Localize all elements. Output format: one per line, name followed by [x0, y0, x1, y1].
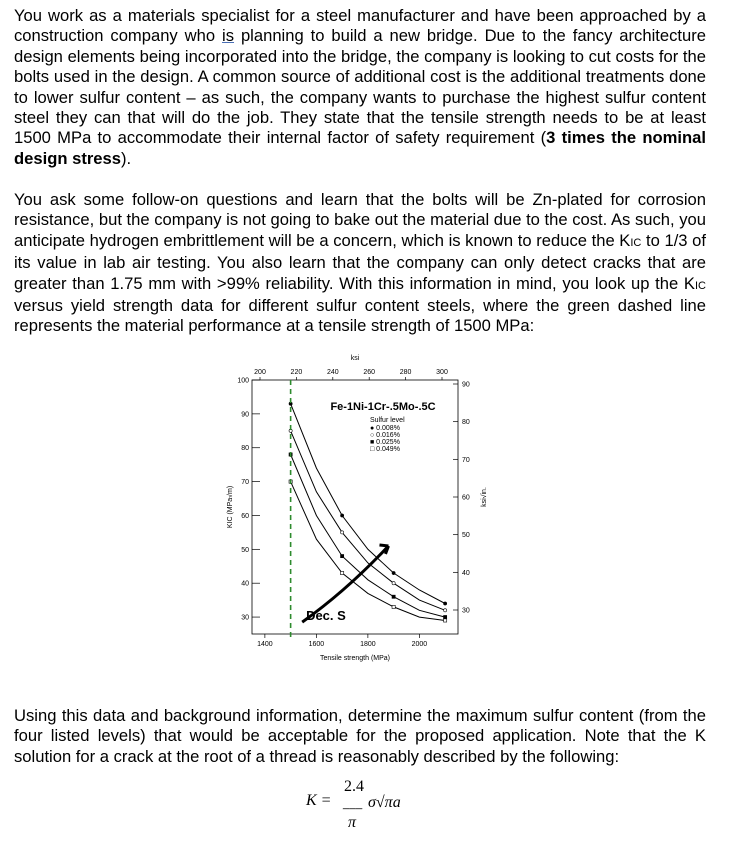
data-point	[444, 609, 447, 612]
right-tick-label: 40	[462, 569, 470, 577]
data-point	[341, 531, 344, 534]
legend-entry: ○ 0.016%	[370, 432, 400, 439]
legend-title: Sulfur level	[370, 417, 405, 424]
right-tick-label: 60	[462, 494, 470, 502]
x-axis-label: Tensile strength (MPa)	[319, 655, 391, 662]
y-tick-label: 80	[241, 445, 249, 453]
chart-title: Fe-1Ni-1Cr-.5Mo-.5C	[330, 401, 436, 413]
plot-frame	[252, 380, 458, 634]
legend-entry: ■ 0.025%	[370, 439, 400, 446]
k-formula	[300, 776, 440, 836]
right-tick-label: 50	[462, 532, 470, 540]
top-tick-label: 260	[363, 369, 376, 376]
annotation-text: Dec. S	[306, 607, 346, 623]
y-tick-label: 70	[241, 479, 249, 487]
y-tick-label: 100	[237, 377, 249, 385]
y-tick-label: 40	[241, 580, 249, 588]
right-tick-label: 30	[462, 607, 470, 615]
formula-rhs: σ√πa	[368, 794, 401, 811]
x-tick-label: 2000	[411, 641, 428, 648]
data-point	[444, 615, 447, 618]
data-point	[341, 571, 344, 574]
series-line-0.016%	[291, 431, 446, 611]
bold-safety-factor: 3 times the nominal design stress	[14, 128, 706, 168]
x-tick-label: 1400	[257, 641, 273, 648]
y-tick-label: 50	[241, 546, 249, 554]
series-line-0.008%	[291, 404, 446, 604]
legend-entry: □ 0.049%	[370, 446, 400, 453]
y-tick-label: 30	[241, 614, 249, 622]
right-axis-label: ksi√in.	[481, 487, 488, 507]
data-point	[392, 582, 395, 585]
data-point	[392, 571, 395, 574]
underlined-is: is	[222, 26, 235, 46]
top-tick-label: 280	[399, 369, 412, 376]
y-tick-label: 90	[241, 411, 249, 419]
top-tick-label: 200	[254, 369, 266, 376]
data-point	[392, 595, 395, 598]
data-point	[392, 605, 395, 608]
top-axis-label: ksi	[350, 355, 360, 362]
y-tick-label: 60	[241, 512, 249, 520]
right-tick-label: 80	[462, 419, 470, 427]
series-line-0.025%	[291, 455, 446, 618]
data-point	[341, 514, 344, 517]
formula-bar: ⎯⎯⎯	[342, 800, 362, 815]
data-point	[444, 619, 447, 622]
right-tick-label: 70	[462, 456, 470, 464]
context-paragraph: You ask some follow-on questions and learn that the bolts will be Zn-plated for corrosion resistance, but the company is not going to bake out the material due to the cost. As such, you anticipate hydrogen embrittlement will be a concern, which is known to reduce the KIC to 1/3 of its value in lab air testing. You also learn that the company can only detect cracks that are greater than 1.75 mm with >99% reliability. With this information in mind, you look up the KIC versus yield strength data for different sulfur content steels, where the green dashed line represents the material performance at a tensile strength of 1500 MPa:	[14, 190, 707, 336]
x-tick-label: 1800	[360, 641, 376, 648]
kic-vs-strength-chart	[222, 352, 512, 670]
intro-paragraph: You work as a materials specialist for a steel manufacturer and have been approached by a construction company who is planning to build a new bridge. Due to the fancy architecture design elements being incorporated into the bridge, the company is looking to cut costs for the bolts used in the design. A common source of additional cost is the additional treatments done to lower sulfur content – as such, the company wants to purchase the highest sulfur content steel they can that will do the job. They state that the tensile strength needs to be at least 1500 MPa to accommodate their internal factor of safety requirement (3 times the nominal design stress).	[14, 6, 706, 168]
series-line-0.049%	[291, 482, 446, 621]
top-tick-label: 240	[326, 369, 339, 376]
data-point	[341, 555, 344, 558]
formula-denominator: π	[348, 814, 357, 831]
formula-numerator: 2.4	[344, 778, 364, 795]
formula-k: K =	[306, 792, 332, 809]
x-tick-label: 1600	[308, 641, 325, 648]
right-tick-label: 90	[462, 381, 470, 389]
top-tick-label: 300	[436, 369, 448, 376]
y-axis-label: KIC (MPa√m)	[227, 485, 234, 529]
legend-entry: ● 0.008%	[370, 425, 400, 432]
data-point	[444, 602, 447, 605]
question-paragraph: Using this data and background information, determine the maximum sulfur content (from the four listed levels) that would be acceptable for the proposed application. Note that the K solution for a crack at the root of a thread is reasonably described by the following:	[14, 706, 706, 766]
top-tick-label: 220	[290, 369, 303, 376]
